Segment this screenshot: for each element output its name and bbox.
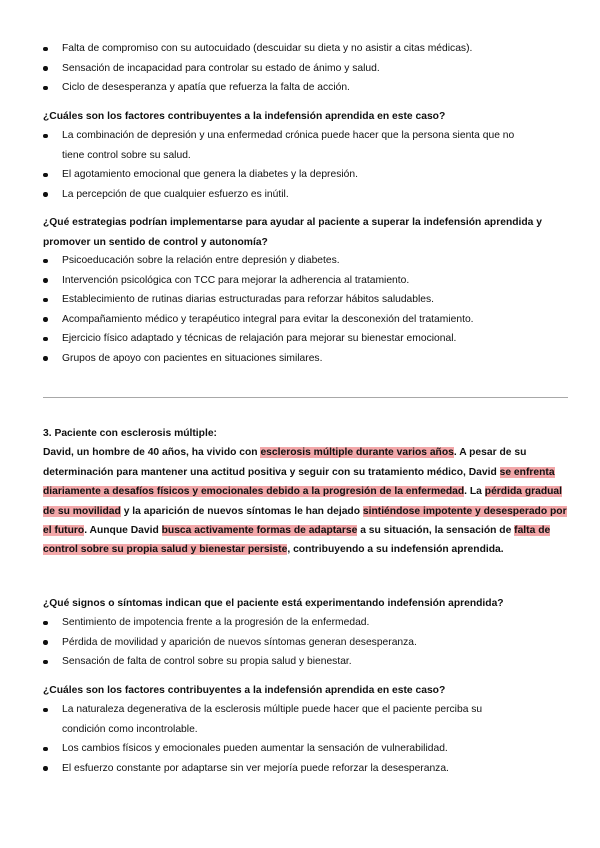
bullet-icon [43,134,48,139]
list-item: Falta de compromiso con su autocuidado (descuidar su dieta y no asistir a citas médicas). [22,39,522,59]
bullet-icon [43,47,48,52]
list-item: La naturaleza degenerativa de la esclerosis múltiple puede hacer que el paciente perciba su condición como incontrolable. [22,700,522,739]
list-item: Ejercicio físico adaptado y técnicas de relajación para mejorar su bienestar emocional. [22,329,522,349]
list-item: Los cambios físicos y emocionales pueden aumentar la sensación de vulnerabilidad. [22,739,522,759]
bullet-icon [43,259,48,264]
bullet-icon [43,660,48,665]
highlight: falta de control sobre su propia salud y bienestar persiste [43,525,551,556]
bullet-icon [43,173,48,178]
highlight: sintiéndose impotente y desesperado por el futuro [43,505,567,537]
case-title: 3. Paciente con esclerosis múltiple: [43,428,217,439]
case-paragraph [43,424,570,560]
list-item: Ciclo de desesperanza y apatía que refuerza la falta de acción. [22,78,522,98]
top-bullet-list [22,39,522,98]
highlight: busca activamente formas de adaptarse [161,525,358,537]
highlight: se enfrenta diariamente a desafíos físicos y emocionales debido a la progresión de la enfermedad [43,466,555,498]
question-heading: ¿Cuáles son los factores contribuyentes a la indefensión aprendida en este caso? [43,685,446,696]
bullet-icon [43,298,48,303]
bullet-icon [43,766,48,771]
bullet-icon [43,278,48,283]
list-item: Psicoeducación sobre la relación entre depresión y diabetes. [22,251,522,271]
list-item: El agotamiento emocional que genera la diabetes y la depresión. [22,165,522,185]
bullet-icon [43,317,48,322]
list-item: Establecimiento de rutinas diarias estructuradas para reforzar hábitos saludables. [22,290,522,310]
bullet-list [22,613,522,672]
list-item: Intervención psicológica con TCC para mejorar la adherencia al tratamiento. [22,271,522,291]
list-item: Acompañamiento médico y terapéutico integral para evitar la desconexión del tratamiento. [22,310,522,330]
list-item: Sentimiento de impotencia frente a la progresión de la enfermedad. [22,613,522,633]
highlight: esclerosis múltiple durante varios años [260,447,454,459]
list-item: La percepción de que cualquier esfuerzo es inútil. [22,185,522,205]
bullet-list [22,251,522,368]
question-heading: ¿Cuáles son los factores contribuyentes a la indefensión aprendida en este caso? [43,111,446,122]
question-heading: ¿Qué estrategias podrían implementarse para ayudar al paciente a superar la indefensión aprendida y promover un sentido de control y autonomía? [43,217,542,248]
list-item: La combinación de depresión y una enfermedad crónica puede hacer que la persona sienta que no tiene control sobre su salud. [22,126,522,165]
bullet-icon [43,192,48,197]
case-body: David, un hombre de 40 años, ha vivido con esclerosis múltiple durante varios años. A pesar de su determinación para mantener una actitud positiva y seguir con su tratamiento médico, David se enfrenta diariamente a desafíos físicos y emocionales debido a la progresión de la enfermedad. La pérdida gradual de su movilidad y la aparición de nuevos síntomas le han dejado sintiéndose impotente y desesperado por el futuro. Aunque David busca activamente formas de adaptarse a su situación, la sensación de falta de control sobre su propia salud y bienestar persiste, contribuyendo a su indefensión aprendida. [43,447,567,556]
bullet-icon [43,356,48,361]
bullet-list [22,126,522,204]
bullet-icon [43,640,48,645]
question-heading: ¿Qué signos o síntomas indican que el paciente está experimentando indefensión aprendida? [43,598,504,609]
list-item: Pérdida de movilidad y aparición de nuevos síntomas generan desesperanza. [22,633,522,653]
list-item: Sensación de incapacidad para controlar su estado de ánimo y salud. [22,59,522,79]
list-item: El esfuerzo constante por adaptarse sin ver mejoría puede reforzar la desesperanza. [22,759,522,779]
bullet-icon [43,86,48,91]
list-item: Sensación de falta de control sobre su propia salud y bienestar. [22,652,522,672]
list-item: Grupos de apoyo con pacientes en situaciones similares. [22,349,522,369]
bullet-icon [43,337,48,342]
horizontal-divider [43,397,568,398]
bullet-icon [43,708,48,713]
bullet-list [22,700,522,778]
bullet-icon [43,66,48,71]
bullet-icon [43,621,48,626]
bullet-icon [43,747,48,752]
highlight: pérdida gradual de su movilidad [43,486,563,517]
